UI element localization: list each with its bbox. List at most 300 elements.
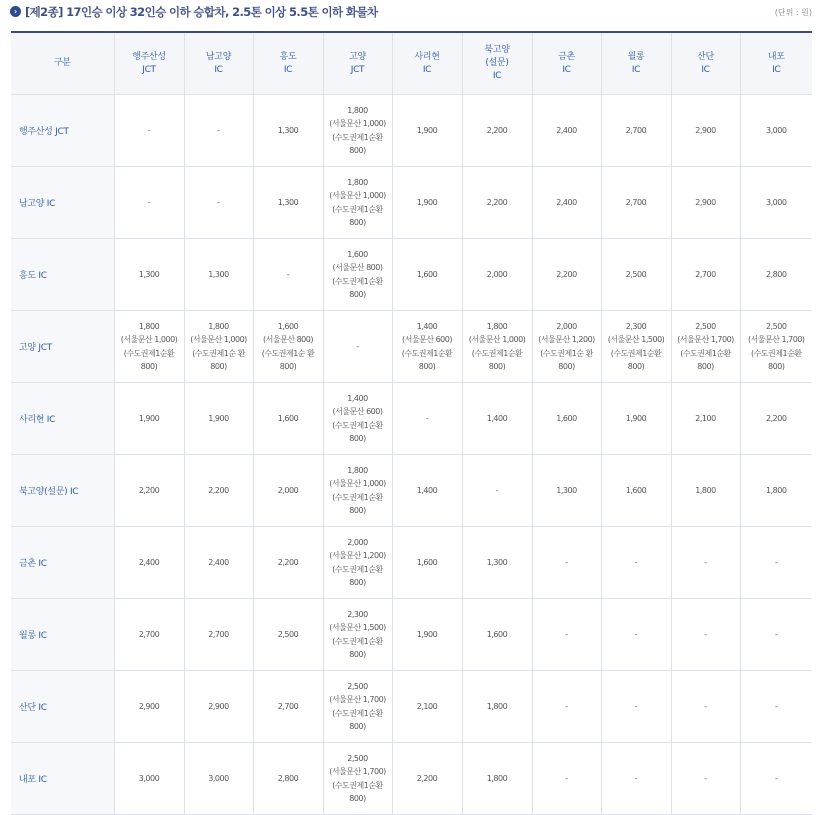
fare-cell-line: 1,900: [208, 413, 229, 423]
fare-cell-line: 2,400: [556, 125, 577, 135]
fare-cell-line: (서울문산 1,700): [677, 335, 734, 344]
fare-cell: [671, 383, 740, 455]
fare-cell-line: 800): [349, 506, 366, 515]
fare-cell: [253, 95, 323, 167]
column-header-line: JCT: [350, 64, 365, 75]
row-header: 북고양(설문) IC: [11, 455, 114, 527]
fare-cell-line: 2,700: [277, 701, 299, 711]
fare-cell-line: 1,400: [486, 413, 508, 423]
column-header-line: IC: [283, 64, 293, 75]
fare-cell-line: 1,800: [486, 773, 508, 783]
fare-cell: [114, 455, 184, 527]
fare-cell: [392, 167, 462, 239]
fare-cell-line: (수도권제1순환: [332, 420, 383, 430]
fare-cell-line: 1,300: [138, 269, 160, 279]
fare-cell: [323, 599, 392, 671]
fare-cell-line: 2,200: [486, 125, 508, 135]
fare-cell-line: 1,900: [625, 413, 647, 423]
fare-cell-line: -: [217, 125, 220, 135]
fare-cell-line: (서울문산 600): [402, 335, 452, 344]
fare-cell: [114, 671, 184, 743]
fare-cell-line: 2,700: [695, 269, 716, 279]
fare-cell-line: 2,700: [138, 629, 160, 639]
fare-cell-line: -: [704, 773, 707, 783]
fare-cell-line: -: [565, 557, 568, 567]
fare-cell-line: 1,600: [556, 413, 577, 423]
fare-cell-line: (수도권제1순환: [332, 636, 383, 646]
fare-cell: [184, 167, 253, 239]
fare-cell: [323, 95, 392, 167]
fare-cell-line: 2,400: [138, 557, 160, 567]
fare-cell: [740, 455, 812, 527]
fare-cell-line: (서울문산 800): [332, 263, 383, 272]
fare-cell: [740, 95, 812, 167]
column-header-line: 산단: [697, 51, 714, 62]
fare-cell-line: 1,400: [416, 485, 438, 495]
fare-cell: [253, 311, 323, 383]
fare-cell-line: 2,200: [138, 485, 160, 495]
fare-cell: [601, 743, 671, 815]
fare-cell-line: (수도권제1순환: [123, 348, 175, 358]
fare-cell-line: (수도권제1순환: [471, 348, 523, 358]
fare-cell-line: 2,200: [486, 197, 508, 207]
fare-cell: [532, 455, 601, 527]
fare-cell: [532, 671, 601, 743]
fare-cell-line: 2,900: [695, 125, 716, 135]
unit-label: (단위 : 원): [774, 8, 812, 17]
fare-cell-line: 800): [418, 362, 436, 371]
fare-cell-line: 1,300: [208, 269, 229, 279]
row-header: 산단 IC: [11, 671, 114, 743]
column-header-line: (설문): [485, 58, 509, 68]
column-header: [392, 32, 462, 95]
fare-cell: [253, 167, 323, 239]
fare-cell: [114, 167, 184, 239]
column-header-line: 금촌: [558, 51, 575, 62]
fare-cell: [671, 455, 740, 527]
fare-cell: [392, 383, 462, 455]
fare-cell-line: 2,300: [625, 321, 647, 331]
fare-cell-line: (서울문산 1,200): [329, 551, 386, 560]
fare-cell: [392, 239, 462, 311]
fare-cell: [392, 95, 462, 167]
fare-cell-line: 1,400: [347, 393, 368, 403]
column-header: [323, 32, 392, 95]
fare-cell: [184, 95, 253, 167]
fare-cell-line: -: [634, 773, 638, 783]
fare-cell-line: (서울문산 1,000): [468, 335, 526, 344]
fare-cell: [114, 239, 184, 311]
fare-cell-line: (서울문산 1,700): [747, 335, 805, 344]
column-header: [462, 32, 532, 95]
fare-cell-line: 1,600: [347, 249, 368, 259]
fare-cell-line: -: [634, 629, 638, 639]
fare-cell-line: 2,800: [766, 269, 787, 279]
row-header: 고양 JCT: [11, 311, 114, 383]
fare-cell: [740, 167, 812, 239]
fare-cell: [184, 455, 253, 527]
fare-cell: [671, 599, 740, 671]
fare-cell: [253, 527, 323, 599]
fare-cell-line: 1,800: [347, 105, 368, 115]
fare-cell: [253, 455, 323, 527]
fare-cell-line: (수도권제1순환: [332, 780, 383, 790]
fare-cell-line: -: [775, 701, 778, 711]
fare-cell-line: 3,000: [766, 197, 787, 207]
fare-cell-line: 1,600: [625, 485, 647, 495]
fare-cell: [671, 527, 740, 599]
fare-cell: [601, 311, 671, 383]
fare-cell-line: (수도권제1순환: [401, 348, 453, 358]
fare-cell: [740, 527, 812, 599]
table-row: [11, 455, 812, 527]
fare-cell-line: 2,400: [556, 197, 577, 207]
fare-cell: [740, 743, 812, 815]
fare-cell: [740, 671, 812, 743]
fare-cell-line: 800): [349, 290, 366, 299]
fare-cell: [114, 311, 184, 383]
fare-cell-line: -: [704, 701, 707, 711]
fare-cell: [671, 167, 740, 239]
column-header-line: 행주산성: [132, 51, 166, 62]
fare-cell-line: 2,200: [277, 557, 299, 567]
fare-cell: [392, 599, 462, 671]
fare-cell: [462, 239, 532, 311]
fare-cell-line: (서울문산 800): [263, 335, 313, 344]
table-row: [11, 743, 812, 815]
column-header-line: 북고양: [484, 45, 510, 55]
fare-cell-line: (수도권제1순환: [332, 564, 383, 574]
fare-cell: [601, 671, 671, 743]
fare-cell-line: -: [704, 557, 707, 567]
fare-cell-line: 1,900: [416, 125, 438, 135]
fare-cell: [671, 671, 740, 743]
fare-cell: [532, 95, 601, 167]
fare-cell-line: -: [356, 341, 359, 351]
header-row: [11, 32, 812, 95]
fare-cell: [740, 383, 812, 455]
fare-cell-line: 2,200: [208, 485, 229, 495]
fare-cell-line: (서울문산 1,000): [190, 335, 247, 344]
fare-cell-line: (수도권제1순환: [332, 204, 383, 214]
fare-cell-line: 2,500: [347, 681, 368, 691]
fare-cell-line: (수도권제1순환: [750, 348, 802, 358]
fare-cell-line: 2,200: [556, 269, 577, 279]
fare-cell: [601, 95, 671, 167]
fare-cell: [532, 311, 601, 383]
fare-cell-line: -: [704, 629, 707, 639]
fare-cell-line: (수도권제1순 환: [540, 348, 593, 358]
fare-cell-line: 800): [558, 362, 575, 371]
fare-cell-line: 2,000: [277, 485, 299, 495]
fare-cell: [740, 239, 812, 311]
fare-cell-line: -: [286, 269, 290, 279]
fare-cell-line: 3,000: [208, 773, 229, 783]
fare-cell-line: -: [565, 701, 568, 711]
fare-cell: [462, 671, 532, 743]
row-header: 흥도 IC: [11, 239, 114, 311]
fare-cell: [253, 599, 323, 671]
fare-cell-line: 2,100: [416, 701, 438, 711]
fare-cell-line: 2,000: [556, 321, 577, 331]
column-header-line: IC: [422, 64, 432, 75]
fare-cell: [462, 743, 532, 815]
fare-cell: [532, 527, 601, 599]
fare-cell-line: 2,000: [486, 269, 508, 279]
fare-cell-line: (서울문산 1,500): [607, 335, 665, 344]
fare-cell-line: 2,000: [347, 537, 368, 547]
fare-cell-line: 2,900: [695, 197, 716, 207]
column-header-line: 남고양: [205, 51, 232, 62]
fare-cell: [253, 743, 323, 815]
fare-cell: [671, 311, 740, 383]
fare-cell-line: -: [634, 701, 638, 711]
fare-cell: [601, 239, 671, 311]
fare-cell-line: 800): [210, 362, 227, 371]
fare-cell-line: 1,600: [486, 629, 508, 639]
fare-cell-line: 800): [697, 362, 714, 371]
fare-cell: [184, 743, 253, 815]
fare-cell: [601, 383, 671, 455]
fare-cell: [532, 743, 601, 815]
table-body: [11, 95, 812, 815]
section-title-bar: [10, 4, 812, 22]
fare-cell: [323, 167, 392, 239]
fare-cell: [114, 743, 184, 815]
column-header-line: IC: [701, 64, 710, 75]
fare-cell-line: 1,300: [277, 125, 299, 135]
fare-cell-line: 2,400: [208, 557, 229, 567]
fare-cell: [253, 239, 323, 311]
fare-cell-line: -: [147, 197, 151, 207]
fare-cell: [323, 527, 392, 599]
fare-cell: [462, 383, 532, 455]
table-header: [11, 32, 812, 95]
table-row: [11, 95, 812, 167]
column-header-line: 고양: [349, 51, 366, 62]
table-row: [11, 239, 812, 311]
column-header-line: 내포: [767, 51, 785, 62]
row-header: 금촌 IC: [11, 527, 114, 599]
fare-cell-line: 3,000: [138, 773, 160, 783]
fare-cell-line: -: [634, 557, 638, 567]
fare-cell: [462, 527, 532, 599]
section-title: [제2종] 17인승 이상 32인승 이하 승합차, 2.5톤 이상 5.5톤 이하 화물차: [25, 5, 378, 19]
column-header: [671, 32, 740, 95]
fare-cell-line: (수도권제1순 환: [192, 348, 245, 358]
fare-cell-line: 1,800: [766, 485, 787, 495]
fare-cell-line: 800): [279, 362, 297, 371]
fare-cell: [114, 599, 184, 671]
fare-cell: [323, 455, 392, 527]
fare-cell: [323, 671, 392, 743]
fare-cell-line: 1,800: [695, 485, 716, 495]
column-header: [114, 32, 184, 95]
column-header: [253, 32, 323, 95]
fare-cell-line: -: [565, 773, 568, 783]
fare-cell-line: (수도권제1순환: [332, 492, 383, 502]
fare-cell: [323, 311, 392, 383]
fare-cell-line: 3,000: [766, 125, 787, 135]
fare-cell-line: 2,500: [766, 321, 787, 331]
fare-cell-line: (수도권제1순환: [610, 348, 662, 358]
fare-cell: [671, 239, 740, 311]
fare-cell-line: 2,900: [138, 701, 160, 711]
column-header-line: IC: [772, 64, 781, 75]
column-header-line: 흥도: [279, 51, 297, 62]
fare-cell: [184, 311, 253, 383]
fare-cell-line: 800): [349, 578, 366, 587]
row-header: 사리현 IC: [11, 383, 114, 455]
fare-cell-line: 2,700: [625, 197, 647, 207]
fare-cell-line: 2,700: [208, 629, 229, 639]
toll-fare-table: [11, 31, 812, 815]
row-header: 행주산성 JCT: [11, 95, 114, 167]
fare-cell-line: 1,800: [486, 701, 508, 711]
column-header-line: JCT: [142, 64, 156, 75]
fare-cell: [392, 311, 462, 383]
fare-cell: [392, 527, 462, 599]
fare-cell-line: 1,600: [416, 269, 438, 279]
fare-cell-line: 1,800: [347, 465, 368, 475]
fare-cell: [462, 95, 532, 167]
fare-cell: [392, 671, 462, 743]
fare-cell-line: (수도권제1순 환: [261, 348, 315, 358]
fare-cell-line: (수도권제1순환: [332, 276, 383, 286]
fare-cell: [114, 383, 184, 455]
column-header: [740, 32, 812, 95]
fare-cell: [671, 95, 740, 167]
fare-cell-line: 800): [768, 362, 785, 371]
table-row: [11, 671, 812, 743]
fare-cell: [184, 671, 253, 743]
table-row: [11, 383, 812, 455]
column-header-line: 사리현: [414, 51, 440, 62]
column-header: [532, 32, 601, 95]
fare-cell: [532, 239, 601, 311]
fare-cell-line: (서울문산 600): [332, 407, 383, 416]
fare-cell-line: 1,600: [416, 557, 438, 567]
fare-cell-line: -: [147, 125, 151, 135]
fare-cell: [184, 239, 253, 311]
fare-cell-line: (서울문산 1,700): [329, 767, 386, 776]
table-row: [11, 311, 812, 383]
fare-cell: [740, 311, 812, 383]
fare-cell: [601, 455, 671, 527]
fare-cell-line: 1,900: [138, 413, 160, 423]
fare-cell-line: (서울문산 1,000): [120, 335, 178, 344]
fare-cell: [323, 743, 392, 815]
fare-cell-line: 2,500: [695, 321, 716, 331]
fare-cell: [671, 743, 740, 815]
fare-cell-line: 2,700: [625, 125, 647, 135]
fare-cell-line: (서울문산 1,000): [329, 191, 386, 200]
row-header: 남고양 IC: [11, 167, 114, 239]
column-header-line: IC: [562, 64, 571, 75]
fare-cell-line: 800): [349, 794, 366, 803]
fare-cell-line: 2,500: [347, 753, 368, 763]
fare-cell-line: -: [775, 557, 778, 567]
fare-cell: [184, 599, 253, 671]
fare-cell-line: 800): [349, 722, 366, 731]
fare-cell-line: 1,900: [416, 629, 438, 639]
row-header: 내포 IC: [11, 743, 114, 815]
fare-cell-line: 2,200: [416, 773, 438, 783]
fare-cell: [532, 167, 601, 239]
fare-cell-line: -: [217, 197, 220, 207]
column-header-line: IC: [631, 64, 641, 75]
table-row: [11, 527, 812, 599]
fare-cell-line: 2,900: [208, 701, 229, 711]
fare-cell: [392, 743, 462, 815]
corner-header: 구분: [11, 32, 114, 95]
fare-cell: [601, 599, 671, 671]
fare-cell-line: 800): [349, 218, 366, 227]
fare-cell: [253, 671, 323, 743]
fare-cell-line: 1,800: [138, 321, 160, 331]
fare-cell-line: 1,300: [486, 557, 508, 567]
fare-cell-line: 1,800: [486, 321, 508, 331]
column-header-line: IC: [214, 64, 223, 75]
row-header: 월롱 IC: [11, 599, 114, 671]
fare-cell-line: (서울문산 1,000): [329, 119, 386, 128]
fare-cell: [532, 599, 601, 671]
fare-cell-line: -: [775, 629, 778, 639]
fare-cell-line: (수도권제1순환: [332, 132, 383, 142]
fare-cell: [253, 383, 323, 455]
chevron-right-circle-icon: ›: [10, 6, 21, 17]
fare-cell-line: (서울문산 1,700): [329, 695, 386, 704]
fare-cell-line: 2,800: [277, 773, 299, 783]
fare-cell: [323, 239, 392, 311]
fare-cell-line: (서울문산 1,200): [538, 335, 595, 344]
fare-cell-line: 1,600: [277, 413, 299, 423]
fare-cell: [323, 383, 392, 455]
fare-cell-line: 1,300: [277, 197, 299, 207]
fare-cell-line: 800): [349, 434, 366, 443]
column-header: [184, 32, 253, 95]
fare-cell: [184, 527, 253, 599]
fare-cell: [184, 383, 253, 455]
fare-cell: [462, 599, 532, 671]
fare-cell: [392, 455, 462, 527]
table-row: [11, 599, 812, 671]
fare-cell-line: -: [425, 413, 429, 423]
column-header-line: 월롱: [627, 51, 645, 62]
fare-cell: [462, 311, 532, 383]
fare-cell-line: -: [775, 773, 778, 783]
fare-cell-line: 2,200: [766, 413, 787, 423]
fare-cell-line: 1,800: [347, 177, 368, 187]
fare-cell-line: 1,300: [556, 485, 577, 495]
column-header-line: IC: [492, 71, 502, 81]
fare-cell: [740, 599, 812, 671]
fare-cell-line: 1,400: [416, 321, 438, 331]
table-row: [11, 167, 812, 239]
fare-cell-line: 2,500: [625, 269, 647, 279]
fare-cell-line: (서울문산 1,500): [329, 623, 386, 632]
fare-cell-line: -: [495, 485, 499, 495]
fare-cell-line: (수도권제1순환: [680, 348, 731, 358]
fare-cell: [601, 527, 671, 599]
fare-cell-line: 800): [349, 650, 366, 659]
fare-cell-line: -: [565, 629, 568, 639]
fare-cell-line: 800): [140, 362, 158, 371]
fare-cell: [601, 167, 671, 239]
fare-cell-line: 1,800: [208, 321, 229, 331]
fare-cell-line: 2,500: [277, 629, 299, 639]
fare-cell: [114, 95, 184, 167]
